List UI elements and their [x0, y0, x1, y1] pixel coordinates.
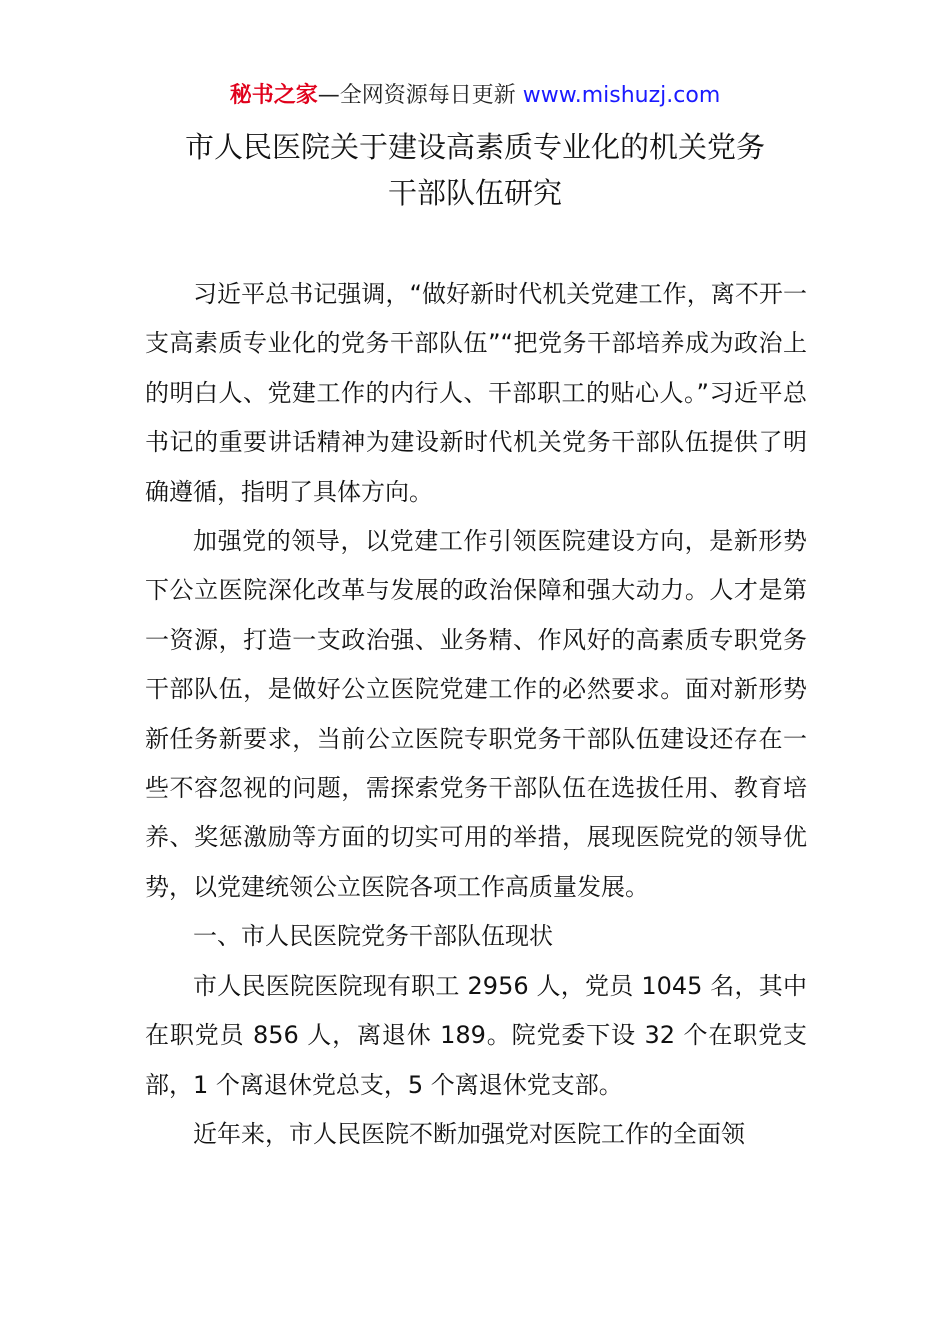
paragraph-intro: 习近平总书记强调，“做好新时代机关党建工作，离不开一支高素质专业化的党务干部队伍”“把党务干部培养成为政治上的明白人、党建工作的内行人、干部职工的贴心人。”习近平总书记的重要讲话精神为建设新时代机关党务干部队伍提供了明确遵循，指明了具体方向。 [145, 280, 807, 506]
paragraph-background: 加强党的领导，以党建工作引领医院建设方向，是新形势下公立医院深化改革与发展的政治保障和强大动力。人才是第一资源，打造一支政治强、业务精、作风好的高素质专职党务干部队伍，是做好公立医院党建工作的必然要求。面对新形势新任务新要求，当前公立医院专职党务干部队伍建设还存在一些不容忽视的问题，需探索党务干部队伍在选拔任用、教育培养、奖惩激励等方面的切实可用的举措，展现医院党的领导优势，以党建统领公立医院各项工作高质量发展。 [145, 527, 807, 901]
site-url-link[interactable]: www.mishuzj.com [522, 83, 721, 108]
paragraph-staff-stats: 市人民医院医院现有职工 2956 人，党员 1045 名，其中在职党员 856 人，离退休 189。院党委下设 32 个在职党支部，1 个离退休党总支，5 个离退休党支部。 [145, 971, 807, 1099]
brand-name: 秘书之家 [229, 83, 318, 108]
document-body [145, 270, 807, 1159]
document-title [0, 124, 950, 216]
title-line-1: 市人民医院关于建设高素质专业化的机关党务 [184, 130, 765, 164]
banner-tagline: —全网资源每日更新 [317, 83, 523, 108]
title-line-2: 干部队伍研究 [387, 176, 562, 210]
site-banner [0, 80, 950, 112]
section-heading: 一、市人民医院党务干部队伍现状 [193, 922, 553, 951]
paragraph-recent: 近年来，市人民医院不断加强党对医院工作的全面领 [193, 1119, 745, 1148]
